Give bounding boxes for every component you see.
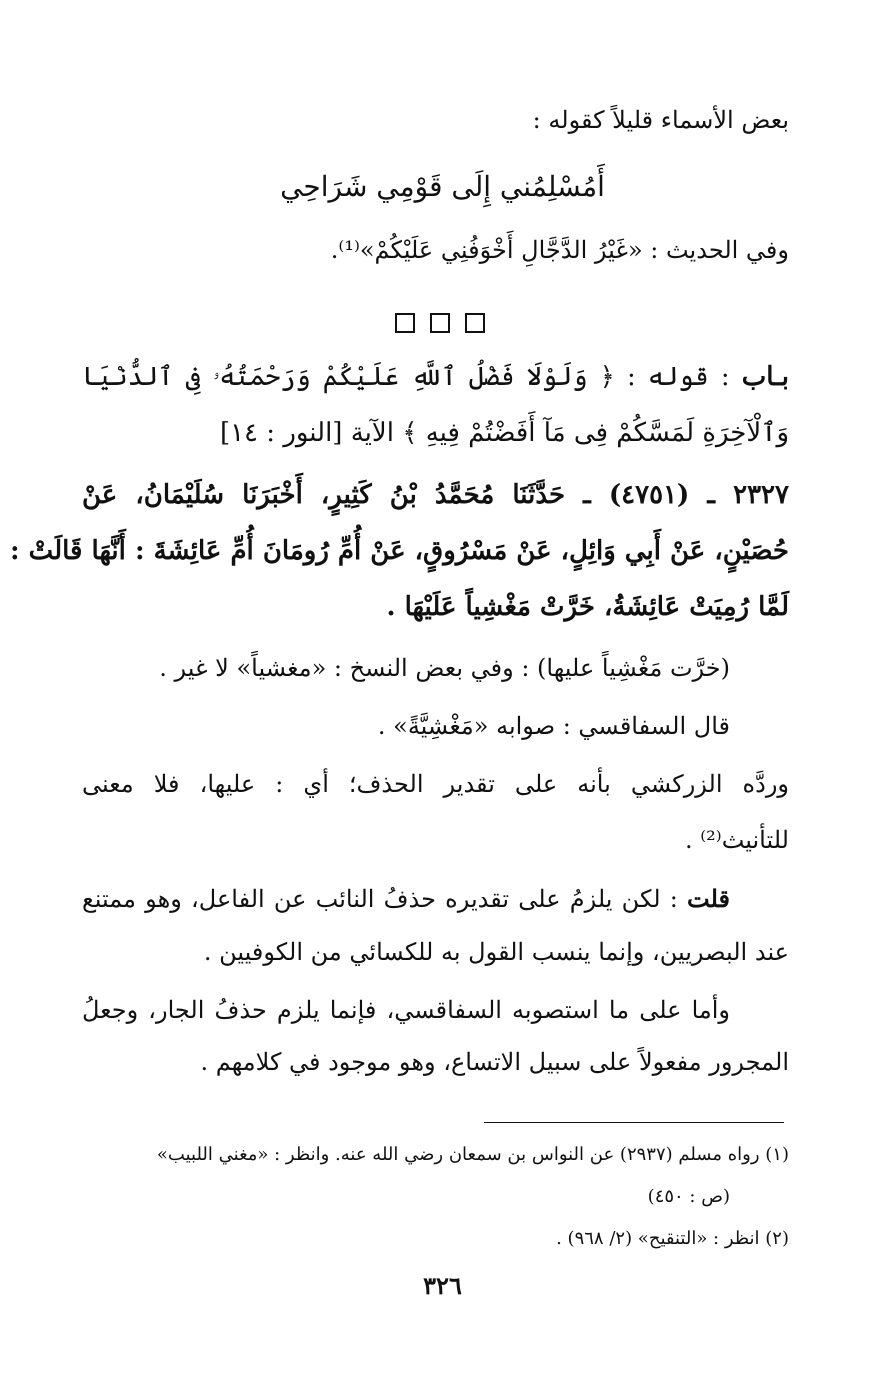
commentary-line: وردَّه الزركشي بأنه على تقدير الحذف؛ أي : عليها، فلا معنى [82,770,789,798]
chapter-verse-part1: : قوله : ﴿ وَلَوْلَا فَضْلُ ٱللَّهِ عَلَيْكُمْ وَرَحْمَتُهُۥ فِى ٱلدُّنْيَا [82,362,730,392]
separator-square [465,313,485,333]
commentary-line: وأما على ما استصوبه السفاقسي، فإنما يلزم حذفُ الجار، وجعلُ [82,996,730,1024]
hadith-text-line: ٢٣٢٧ ـ (٤٧٥١) ـ حَدَّثَنَا مُحَمَّدُ بْنُ كَثِيرٍ، أَخْبَرَنَا سُلَيْمَانُ، عَنْ [82,480,789,510]
separator-square [430,313,450,333]
commentary-line: عند البصريين، وإنما ينسب القول به للكسائي من الكوفيين . [203,938,789,966]
commentary-line: (خرَّت مَغْشِياً عليها) : وفي بعض النسخ : «مغشياً» لا غير . [159,654,730,682]
qultu-label: قلت [687,884,730,913]
footnote-1-cont: (ص : ٤٥٠) [647,1186,730,1207]
commentary-line: المجرور مفعولاً على سبيل الاتساع، وهو موجود في كلامهم . [200,1048,789,1076]
chapter-heading-line [82,362,789,393]
chapter-verse-part2: وَٱلْآخِرَةِ لَمَسَّكُمْ فِى مَآ أَفَضْتُمْ فِيهِ ﴾ الآية [النور : ١٤] [219,418,789,448]
page-number: ٣٢٦ [423,1271,462,1300]
footnote-1: (١) رواه مسلم (٢٩٣٧) عن النواس بن سمعان رضي الله عنه. وانظر : «مغني اللبيب» [156,1144,789,1165]
footnote-divider [484,1122,784,1123]
qultu-text: : لكن يلزمُ على تقديره حذفُ النائب عن الفاعل، وهو ممتنع [82,885,678,913]
separator-square [395,313,415,333]
commentary-line: قال السفاقسي : صوابه «مَغْشِيَّةً» . [377,712,730,740]
commentary-line: للتأنيث⁽²⁾ . [685,826,789,854]
chapter-label: بـاب [741,362,789,392]
hadith-quote-line: وفي الحديث : «غَيْرُ الدَّجَّالِ أَخْوَفُنِي عَلَيْكُمْ»⁽¹⁾. [330,236,789,264]
section-separator [395,313,485,335]
intro-line: بعض الأسماء قليلاً كقوله : [532,106,789,134]
poetry-verse: أَمُسْلِمُني إِلَى قَوْمِي شَرَاحِي [280,170,605,203]
footnote-2: (٢) انظر : «التنقيح» (٢/ ٩٦٨) . [556,1228,789,1249]
hadith-text-line: لَمَّا رُمِيَتْ عَائِشَةُ، خَرَّتْ مَغْشِياً عَلَيْهَا . [386,592,789,622]
commentary-line [82,884,730,913]
hadith-text-line: حُصَيْنٍ، عَنْ أَبِي وَائِلٍ، عَنْ مَسْرُوقٍ، عَنْ أُمِّ رُومَانَ أُمِّ عَائِشَةَ : أَنَّهَا قَالَتْ : [10,536,789,566]
